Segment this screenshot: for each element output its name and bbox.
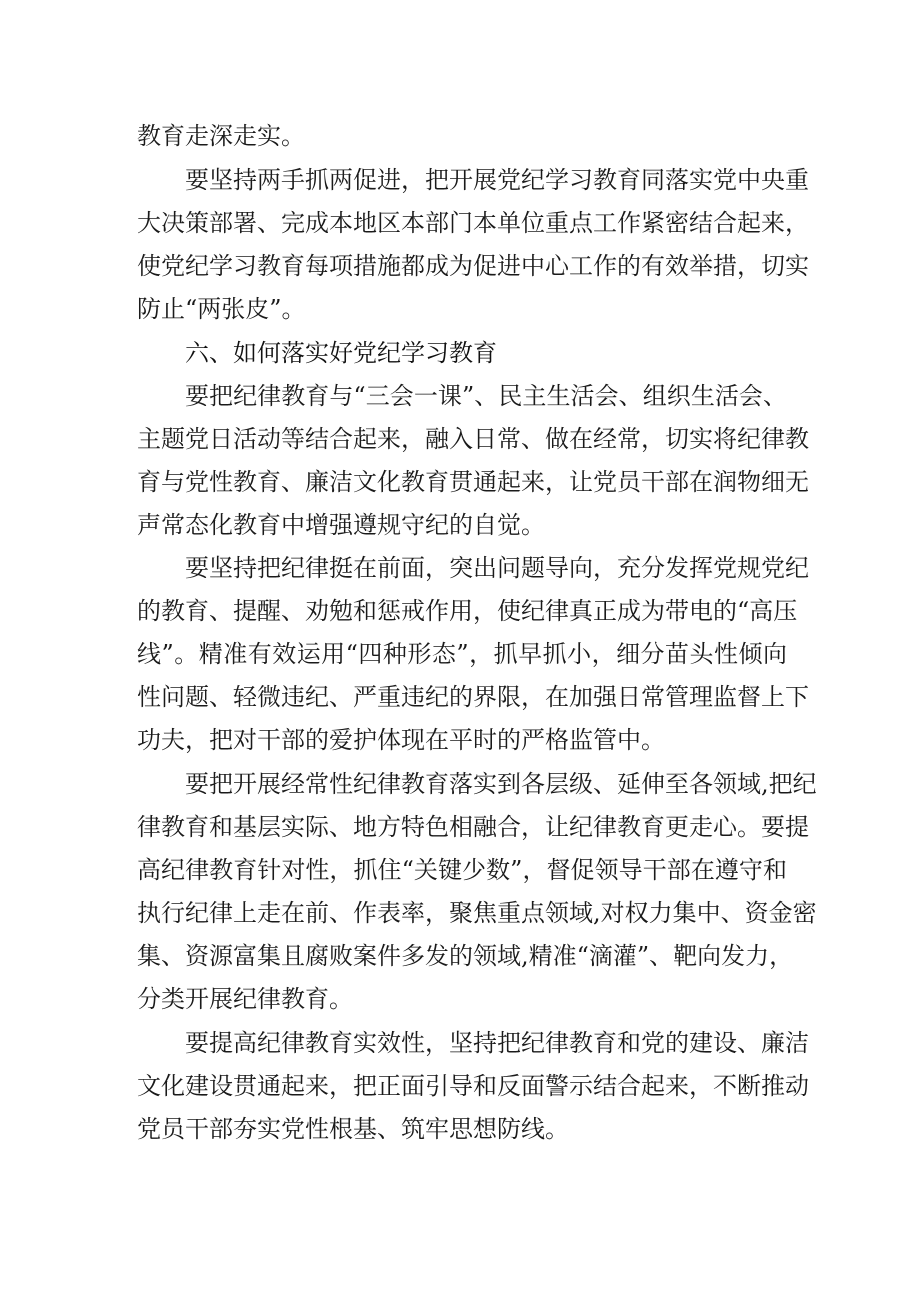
paragraph-line: 要坚持把纪律挺在前面，突出问题导向，充分发挥党规党纪 [185, 554, 809, 582]
paragraph-line: 要把开展经常性纪律教育落实到各层级、延伸至各领域,把纪 [185, 770, 817, 798]
paragraph-line: 育与党性教育、廉洁文化教育贯通起来，让党员干部在润物细无 [137, 468, 809, 496]
paragraph-line: 功夫，把对干部的爱护体现在平时的严格监管中。 [137, 726, 665, 754]
paragraph-line: 防止“两张皮”。 [137, 295, 306, 323]
paragraph-line: 性问题、轻微违纪、严重违纪的界限，在加强日常管理监督上下 [137, 683, 809, 711]
paragraph-line: 教育走深走实。 [137, 122, 305, 150]
paragraph-line: 声常态化教育中增强遵规守纪的自觉。 [137, 511, 545, 539]
paragraph-line: 主题党日活动等结合起来，融入日常、做在经常，切实将纪律教 [137, 425, 809, 453]
paragraph-line: 执行纪律上走在前、作表率，聚焦重点领域,对权力集中、资金密 [137, 899, 817, 927]
paragraph-line: 要把纪律教育与“三会一课”、民主生活会、组织生活会、 [185, 382, 787, 410]
paragraph-line: 律教育和基层实际、地方特色相融合，让纪律教育更走心。要提 [137, 813, 809, 841]
paragraph-line: 文化建设贯通起来，把正面引导和反面警示结合起来，不断推动 [137, 1072, 809, 1100]
paragraph-line: 党员干部夯实党性根基、筑牢思想防线。 [137, 1115, 569, 1143]
paragraph-line: 大决策部署、完成本地区本部门本单位重点工作紧密结合起来， [137, 209, 809, 237]
paragraph-line: 使党纪学习教育每项措施都成为促进中心工作的有效举措，切实 [137, 252, 809, 280]
paragraph-line: 高纪律教育针对性，抓住“关键少数”，督促领导干部在遵守和 [137, 856, 787, 884]
paragraph-line: 线”。精准有效运用“四种形态”，抓早抓小，细分苗头性倾向 [137, 640, 787, 668]
section-heading: 六、如何落实好党纪学习教育 [185, 339, 497, 367]
paragraph-line: 分类开展纪律教育。 [137, 985, 353, 1013]
paragraph-line: 的教育、提醒、劝勉和惩戒作用，使纪律真正成为带电的“高压 [137, 597, 798, 625]
paragraph-line: 集、资源富集且腐败案件多发的领域,精准“滴灌”、靶向发力， [137, 942, 794, 970]
paragraph-line: 要坚持两手抓两促进，把开展党纪学习教育同落实党中央重 [185, 166, 809, 194]
paragraph-line: 要提高纪律教育实效性，坚持把纪律教育和党的建设、廉洁 [185, 1029, 809, 1057]
